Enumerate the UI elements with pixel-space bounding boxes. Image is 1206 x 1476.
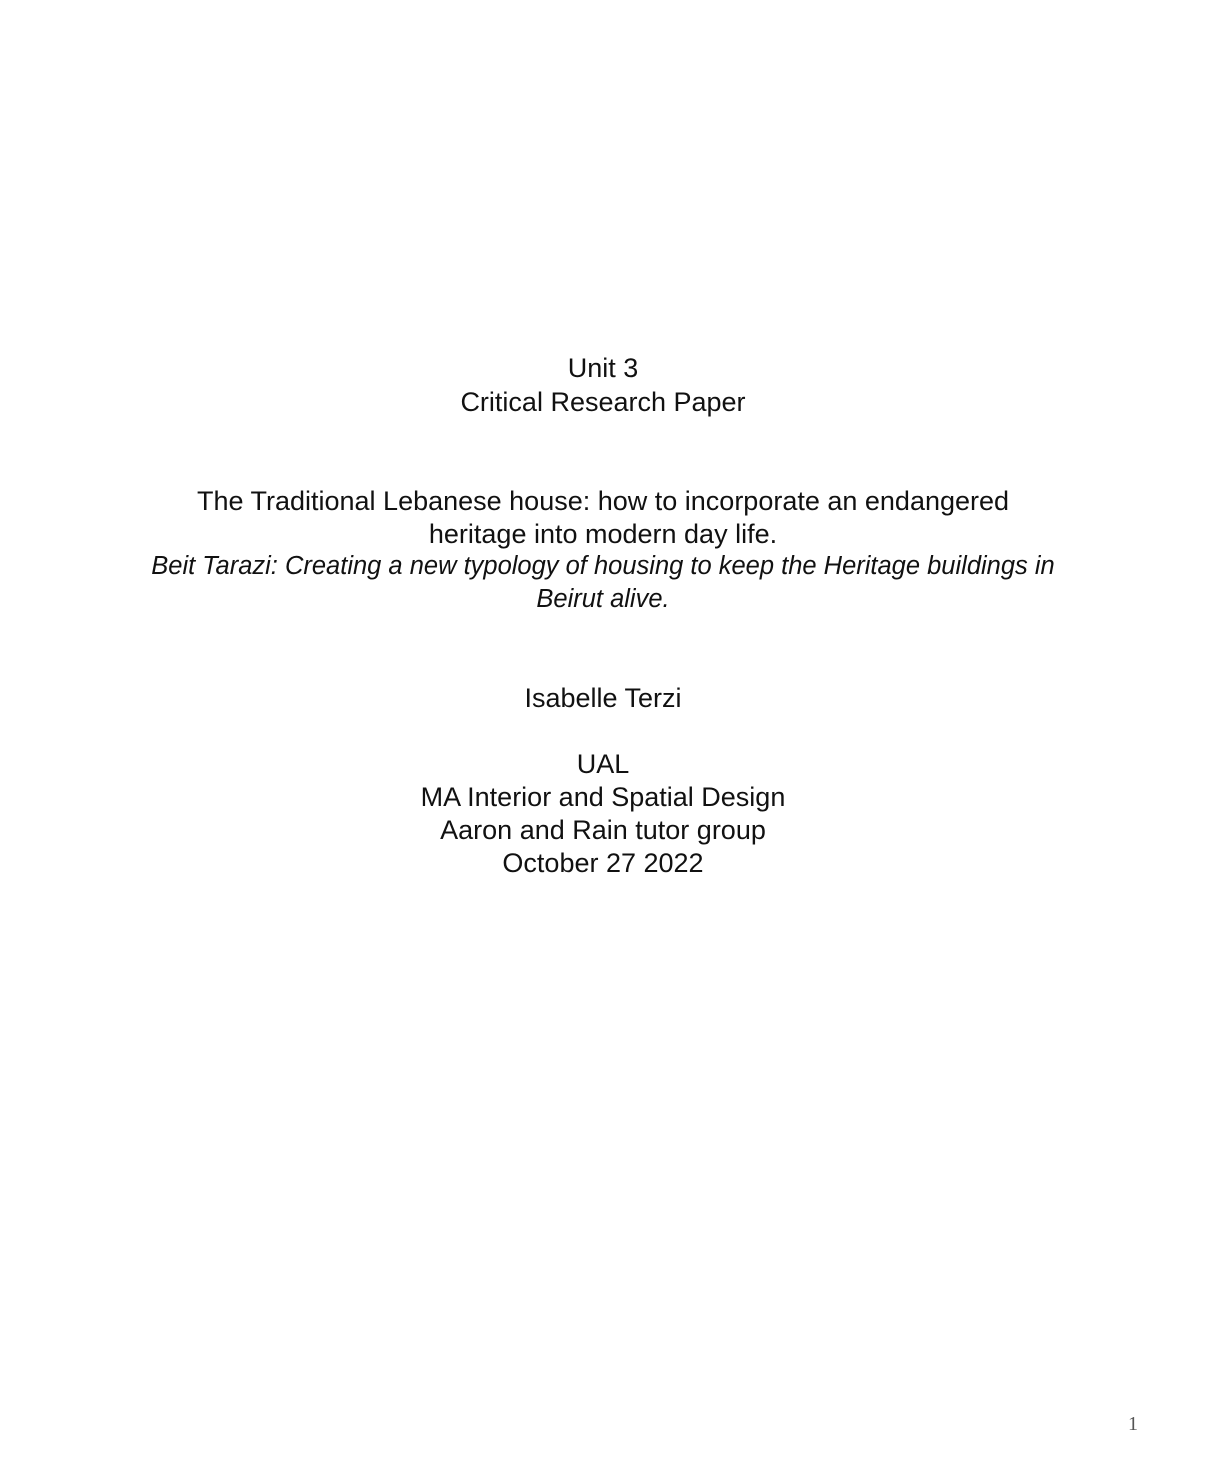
tutor-group: Aaron and Rain tutor group [440,815,766,845]
subtitle-line-2: Beirut alive. [536,585,670,613]
title-line-1: The Traditional Lebanese house: how to incorporate an endangered [196,486,1010,516]
unit-label: Unit 3 [567,353,639,383]
author-name: Isabelle Terzi [524,683,682,713]
title-line-2: heritage into modern day life. [428,519,778,549]
programme: MA Interior and Spatial Design [420,782,786,812]
institution: UAL [576,749,630,779]
submission-date: October 27 2022 [502,848,704,878]
subtitle-line-1: Beit Tarazi: Creating a new typology of housing to keep the Heritage buildings in [151,552,1055,580]
paper-type: Critical Research Paper [460,387,746,417]
page-number: 1 [1128,1413,1138,1435]
